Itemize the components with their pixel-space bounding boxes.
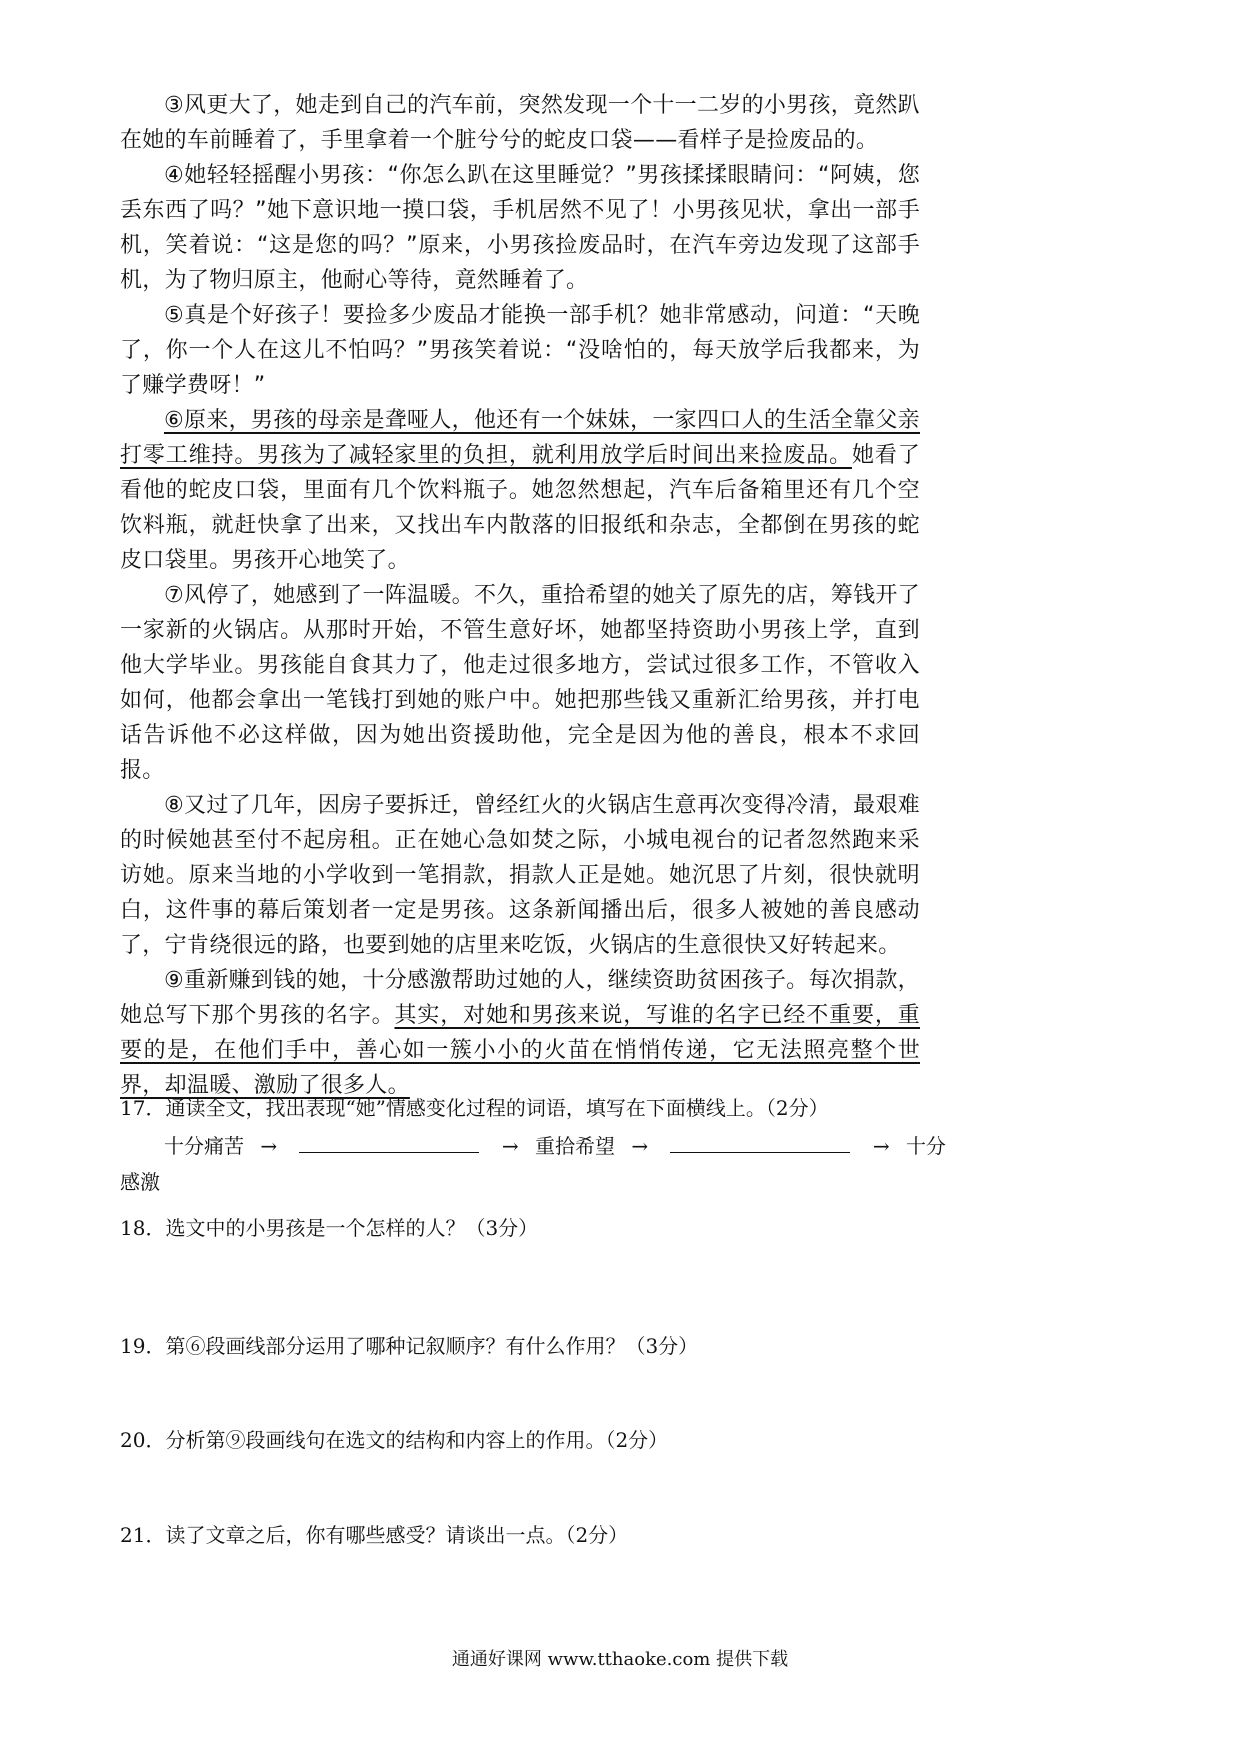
emotion-end-part-b: 感激	[120, 1170, 160, 1194]
question-17: 17．通读全文，找出表现“她”情感变化过程的词语，填写在下面横线上。（2分）	[120, 1096, 829, 1120]
answer-space-20[interactable]	[120, 1456, 940, 1519]
emotion-start: 十分痛苦	[164, 1134, 244, 1158]
answer-blank-2[interactable]	[670, 1134, 850, 1153]
paragraph-7: ⑦风停了，她感到了一阵温暖。不久，重拾希望的她关了原先的店，筹钱开了一家新的火锅店。从那时开始，不管生意好坏，她都坚持资助小男孩上学，直到他大学毕业。男孩能自食其力了，他走过很多地方，尝试过很多工作，不管收入如何，他都会拿出一笔钱打到她的账户中。她把那些钱又重新汇给男孩，并打电话告诉他不必这样做，因为她出资援助他，完全是因为他的善良，根本不求回报。	[120, 583, 920, 783]
question-19: 19．第⑥段画线部分运用了哪种记叙顺序？有什么作用？（3分）	[120, 1334, 699, 1358]
paragraph-6	[120, 403, 920, 578]
paragraph-9	[120, 963, 920, 1103]
question-section	[120, 1092, 946, 1551]
paragraph-6-underlined: ⑥原来，男孩的母亲是聋哑人，他还有一个妹妹，一家四口人的生活全靠父亲打零工维持。男孩为了减轻家里的负担，就利用放学后时间出来捡废品。	[120, 408, 920, 468]
arrow-icon: →	[631, 1134, 649, 1158]
arrow-icon: →	[260, 1134, 278, 1158]
question-20: 20．分析第⑨段画线句在选文的结构和内容上的作用。（2分）	[120, 1428, 669, 1452]
paragraph-4: ④她轻轻摇醒小男孩：“你怎么趴在这里睡觉？”男孩揉揉眼睛问：“阿姨，您丢东西了吗？”她下意识地一摸口袋，手机居然不见了！小男孩见状，拿出一部手机，笑着说：“这是您的吗？”原来，小男孩捡废品时，在汽车旁边发现了这部手机，为了物归原主，他耐心等待，竟然睡着了。	[120, 163, 920, 293]
footer-credit: 通通好课网 www.tthaoke.com 提供下载	[451, 1649, 789, 1670]
answer-space-18[interactable]	[120, 1244, 940, 1330]
answer-blank-1[interactable]	[299, 1134, 479, 1153]
paragraph-9-plain: ⑨重新赚到钱的她，十分感激帮助过她的人，继续资助贫困孩子。每次捐款，她总写下那个男孩的名字。	[120, 968, 920, 1028]
paragraph-5: ⑤真是个好孩子！要捡多少废品才能换一部手机？她非常感动，问道：“天晚了，你一个人在这儿不怕吗？”男孩笑着说：“没啥怕的，每天放学后我都来，为了赚学费呀！”	[120, 303, 920, 398]
emotion-end-part-a: 十分	[905, 1134, 946, 1158]
question-21: 21．读了文章之后，你有哪些感受？请谈出一点。（2分）	[120, 1523, 629, 1547]
paragraph-3: ③风更大了，她走到自己的汽车前，突然发现一个十一二岁的小男孩，竟然趴在她的车前睡着了，手里拿着一个脏兮兮的蛇皮口袋——看样子是捡废品的。	[120, 93, 920, 153]
paragraph-9-underlined: 其实，对她和男孩来说，写谁的名字已经不重要，重要的是，在他们手中，善心如一簇小小的火苗在悄悄传递，它无法照亮整个世界，却温暖、激励了很多人。	[120, 1003, 920, 1098]
answer-space-19[interactable]	[120, 1362, 940, 1424]
arrow-icon: →	[872, 1134, 890, 1158]
arrow-icon: →	[501, 1134, 519, 1158]
paragraph-8: ⑧又过了几年，因房子要拆迁，曾经红火的火锅店生意再次变得冷清，最艰难的时候她甚至付不起房租。正在她心急如焚之际，小城电视台的记者忽然跑来采访她。原来当地的小学收到一笔捐款，捐款人正是她。她沉思了片刻，很快就明白，这件事的幕后策划者一定是男孩。这条新闻播出后，很多人被她的善良感动了，宁肯绕很远的路，也要到她的店里来吃饭，火锅店的生意很快又好转起来。	[120, 793, 920, 958]
paragraph-6-rest: 她看了看他的蛇皮口袋，里面有几个饮料瓶子。她忽然想起，汽车后备箱里还有几个空饮料瓶，就赶快拿了出来，又找出车内散落的旧报纸和杂志，全都倒在男孩的蛇皮口袋里。男孩开心地笑了。	[120, 443, 920, 573]
emotion-middle: 重拾希望	[534, 1134, 615, 1158]
question-18: 18．选文中的小男孩是一个怎样的人？（3分）	[120, 1216, 539, 1240]
emotion-flow	[120, 1130, 946, 1162]
article-body	[120, 88, 920, 1103]
